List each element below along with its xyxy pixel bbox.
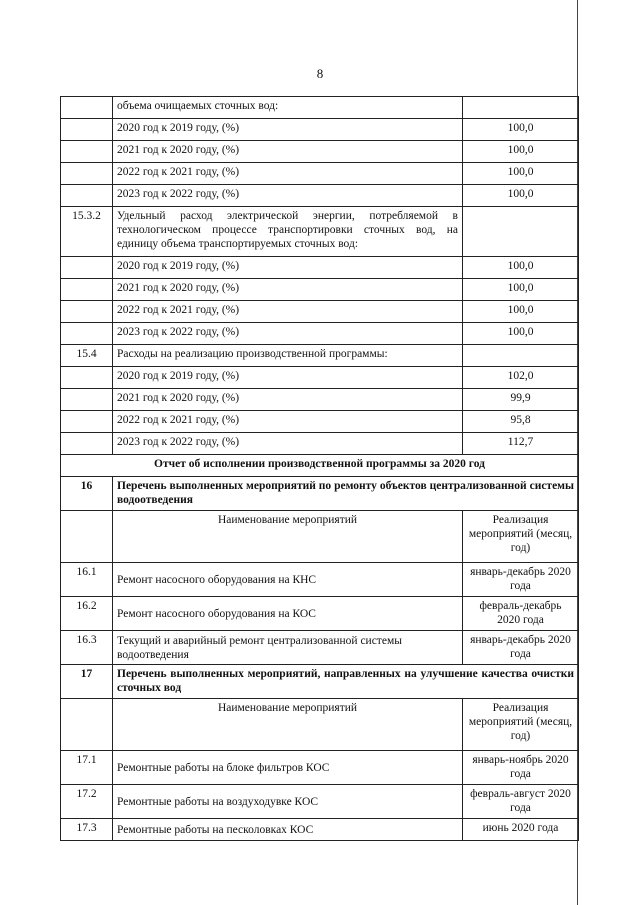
row-label: 2022 год к 2021 году, (%): [113, 411, 463, 433]
row-label: 2020 год к 2019 году, (%): [113, 367, 463, 389]
row-number: [61, 119, 113, 141]
table-row: [61, 97, 579, 119]
table-row: [61, 257, 579, 279]
section-title: Перечень выполненных мероприятий, направленных на улучшение качества очистки сточных вод: [113, 665, 579, 699]
report-title-row: [61, 455, 579, 477]
row-value: 100,0: [463, 185, 579, 207]
table-row: [61, 119, 579, 141]
row-period: февраль-август 2020 года: [463, 785, 579, 819]
row-number: [61, 97, 113, 119]
section-number: 16: [61, 477, 113, 511]
table-row: [61, 631, 579, 665]
row-number: 15.3.2: [61, 207, 113, 257]
row-label: 2021 год к 2020 году, (%): [113, 389, 463, 411]
table-row: [61, 597, 579, 631]
row-value: [463, 97, 579, 119]
column-header-name: Наименование мероприятий: [113, 511, 463, 563]
table-row: [61, 323, 579, 345]
row-number: [61, 257, 113, 279]
row-period: январь-декабрь 2020 года: [463, 563, 579, 597]
table-row: [61, 185, 579, 207]
row-number: [61, 411, 113, 433]
table-row: [61, 819, 579, 841]
row-number: 16.3: [61, 631, 113, 665]
column-header-row: [61, 699, 579, 751]
table-row: [61, 345, 579, 367]
row-label: 2021 год к 2020 году, (%): [113, 279, 463, 301]
section-17-header: [61, 665, 579, 699]
row-value: 99,9: [463, 389, 579, 411]
row-period: июнь 2020 года: [463, 819, 579, 841]
table-row: [61, 163, 579, 185]
row-label: 2022 год к 2021 году, (%): [113, 301, 463, 323]
section-number: 17: [61, 665, 113, 699]
row-value: 100,0: [463, 257, 579, 279]
section-title: Перечень выполненных мероприятий по ремонту объектов централизованной системы водоотведения: [113, 477, 579, 511]
row-label: Ремонт насосного оборудования на КНС: [113, 563, 463, 597]
row-number: 15.4: [61, 345, 113, 367]
table-row: [61, 367, 579, 389]
row-label: Ремонтные работы на воздуходувке КОС: [113, 785, 463, 819]
section-16-header: [61, 477, 579, 511]
table-row: [61, 389, 579, 411]
table-row: [61, 301, 579, 323]
row-label: Ремонтные работы на блоке фильтров КОС: [113, 751, 463, 785]
row-value: 100,0: [463, 141, 579, 163]
row-number: [61, 323, 113, 345]
row-label: Текущий и аварийный ремонт централизованной системы водоотведения: [113, 631, 463, 665]
row-label: Ремонтные работы на песколовках КОС: [113, 819, 463, 841]
empty-cell: [61, 511, 113, 563]
row-label: 2023 год к 2022 году, (%): [113, 433, 463, 455]
row-value: [463, 345, 579, 367]
row-label: 2023 год к 2022 году, (%): [113, 323, 463, 345]
column-header-row: [61, 511, 579, 563]
row-number: [61, 185, 113, 207]
row-label: 2021 год к 2020 году, (%): [113, 141, 463, 163]
row-label: Ремонт насосного оборудования на КОС: [113, 597, 463, 631]
row-value: 100,0: [463, 323, 579, 345]
table-row: [61, 751, 579, 785]
table-row: [61, 563, 579, 597]
program-table: [60, 96, 579, 841]
page-number: 8: [316, 66, 324, 81]
row-value: 100,0: [463, 119, 579, 141]
table-row: [61, 207, 579, 257]
row-number: [61, 279, 113, 301]
row-number: [61, 163, 113, 185]
table-row: [61, 141, 579, 163]
row-number: [61, 433, 113, 455]
row-number: [61, 301, 113, 323]
row-label: Расходы на реализацию производственной программы:: [113, 345, 463, 367]
row-number: [61, 141, 113, 163]
report-title: Отчет об исполнении производственной программы за 2020 год: [61, 455, 579, 477]
row-value: 102,0: [463, 367, 579, 389]
row-label: 2023 год к 2022 году, (%): [113, 185, 463, 207]
column-header-name: Наименование мероприятий: [113, 699, 463, 751]
row-label: 2020 год к 2019 году, (%): [113, 257, 463, 279]
row-period: январь-ноябрь 2020 года: [463, 751, 579, 785]
row-label: Удельный расход электрической энергии, потребляемой в технологическом процессе транспортировки сточных вод, на единицу объема транспортируемых сточных вод:: [113, 207, 463, 257]
row-number: [61, 389, 113, 411]
table-row: [61, 279, 579, 301]
row-number: [61, 367, 113, 389]
table-row: [61, 411, 579, 433]
table-row: [61, 433, 579, 455]
table-row: [61, 785, 579, 819]
column-header-period: Реализация мероприятий (месяц, год): [463, 699, 579, 751]
row-value: 112,7: [463, 433, 579, 455]
row-period: январь-декабрь 2020 года: [463, 631, 579, 665]
row-number: 17.2: [61, 785, 113, 819]
row-value: 95,8: [463, 411, 579, 433]
row-value: 100,0: [463, 163, 579, 185]
row-value: 100,0: [463, 301, 579, 323]
column-header-period: Реализация мероприятий (месяц, год): [463, 511, 579, 563]
row-value: [463, 207, 579, 257]
empty-cell: [61, 699, 113, 751]
row-number: 16.2: [61, 597, 113, 631]
row-label: 2022 год к 2021 году, (%): [113, 163, 463, 185]
row-period: февраль-декабрь 2020 года: [463, 597, 579, 631]
row-number: 17.3: [61, 819, 113, 841]
row-label: 2020 год к 2019 году, (%): [113, 119, 463, 141]
row-value: 100,0: [463, 279, 579, 301]
row-number: 16.1: [61, 563, 113, 597]
row-label: объема очищаемых сточных вод:: [113, 97, 463, 119]
row-number: 17.1: [61, 751, 113, 785]
